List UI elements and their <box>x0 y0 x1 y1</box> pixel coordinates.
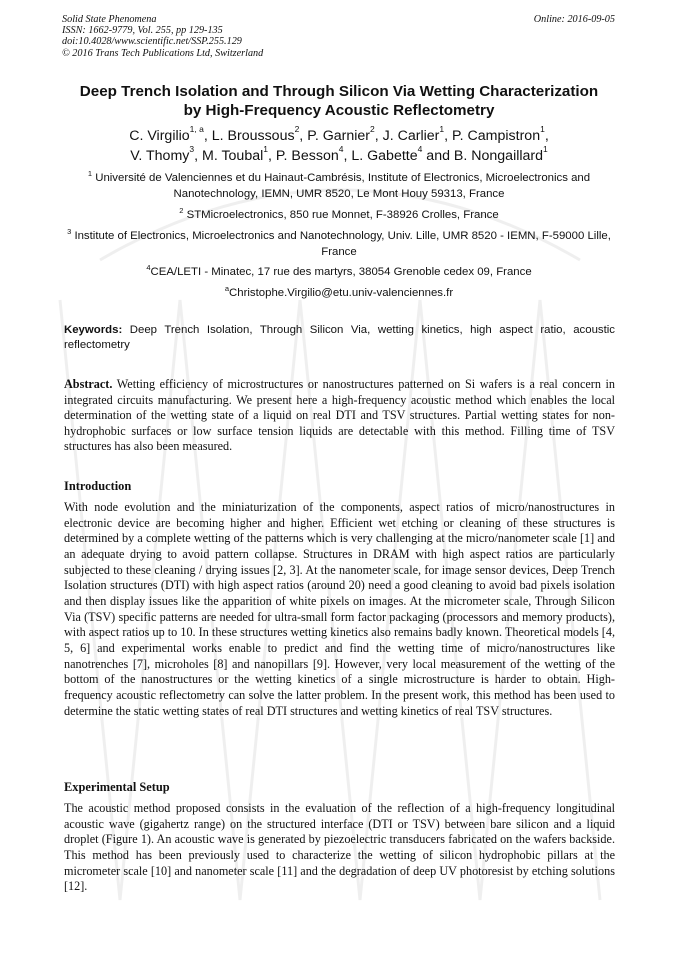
affiliation-text: Université de Valenciennes et du Hainaut-Cambrésis, Institute of Electronics, Microelectronics and Nanotechnology, IEMN, UMR 8520, Le Mont Houy 59313, France <box>95 172 591 200</box>
author-separator: , <box>299 128 308 144</box>
affiliation-mark: 3 <box>67 227 72 237</box>
author-name: P. Garnier <box>307 128 371 144</box>
affiliation-mark: 1 <box>87 169 93 179</box>
experimental-setup-heading: Experimental Setup <box>64 780 170 794</box>
affiliation-text: CEA/LETI - Minatec, 17 rue des martyrs, 38054 Grenoble cedex 09, France <box>150 266 532 278</box>
affiliation-text: STMicroelectronics, 850 rue Monnet, F-38926 Crolles, France <box>186 209 499 221</box>
online-date: Online: 2016-09-05 <box>533 14 615 25</box>
affiliation-text: Institute of Electronics, Microelectronics and Nanotechnology, Univ. Lille, UMR 8520 - IEMN, F-59000 Lille, France <box>74 230 611 258</box>
introduction-heading: Introduction <box>64 479 132 493</box>
author-separator: and <box>422 148 454 164</box>
issn-line: ISSN: 1662-9779, Vol. 255, pp 129-135 <box>62 25 223 37</box>
experimental-setup-paragraph: The acoustic method proposed consists in the evaluation of the reflection of a high-frequency longitudinal acoustic wave (gigahertz range) on the structured interface (DTI or TSV) between bare silicon and a liquid droplet (Figure 1). An acoustic wave is generated by piezoelectric transducers fabricated on the wafers backside. This method has been previously used to characterize the wetting of silicon hydrophobic pillars at the micrometer scale [10] and nanometer scale [11] and the degradation of deep UV photoresist by etching solutions [12]. <box>64 801 615 894</box>
journal-header <box>62 14 263 59</box>
author-affiliation-mark: 3 <box>189 144 195 155</box>
affiliation-2 <box>60 208 618 224</box>
title-line-1: Deep Trench Isolation and Through Silicon Via Wetting Characterization <box>79 83 599 100</box>
doi-line: doi:10.4028/www.scientific.net/SSP.255.129 <box>62 36 242 48</box>
author-separator: , <box>343 148 352 164</box>
author-separator: , <box>544 128 549 144</box>
affiliation-mark: a <box>224 284 230 294</box>
author-affiliation-mark: 1 <box>263 144 268 155</box>
author-name: B. Nongaillard <box>453 148 544 164</box>
affiliation-mark: 4 <box>146 263 151 273</box>
affiliation-4 <box>60 265 618 281</box>
keywords-text: Deep Trench Isolation, Through Silicon Via, wetting kinetics, high aspect ratio, acoustic reflectometry <box>64 324 615 352</box>
author-name: L. Broussous <box>211 128 295 144</box>
author-affiliation-mark: 4 <box>417 144 423 155</box>
introduction-paragraph: With node evolution and the miniaturization of the components, aspect ratios of micro/nanostructures in electronic device are becoming higher and higher. Efficient wet etching or cleaning of these structures is determined by a complete wetting of the patterns which is very challenging at the micro/nanometer scale [1] and an adequate drying to avoid pattern collapse. Structures in DRAM with high aspect ratios are particularly subjected to these cleaning / drying issues [2, 3]. At the nanometer scale, for image sensor devices, Deep Trench Isolation structures (DTI) with high aspect ratios (around 20) need a good cleaning to avoid bad pixels isolation and then display issues like the apparition of white pixels on images. At the micrometer scale, Through Silicon Via (TSV) specific patterns are needed for ultra-small form factor packaging (processors and memory products), with aspect ratios up to 10. In these structures wetting kinetics also remains badly known. Theoretical models [4, 5, 6] and experimental works enable to predict and find the wetting time of micro/nanostructures like nanotrenches [7], microholes [8] and nanopillars [9]. However, very local measurement of the wetting of the bottom of the nanostructures or the wetting kinetics of a single microstructure is harder to obtain. High-frequency acoustic reflectometry can solve the latter problem. In the present work, this method has been used to determine the static wetting states of real DTI structures and wetting kinetics of real TSV structures. <box>64 500 615 718</box>
author-separator: , <box>203 128 212 144</box>
author-affiliation-mark: 1 <box>540 124 545 135</box>
email-text: Christophe.Virgilio@etu.univ-valenciennes.fr <box>229 287 454 299</box>
author-name: L. Gabette <box>351 148 418 164</box>
affiliation-mark: 2 <box>179 206 184 216</box>
author-affiliation-mark: 1, a <box>189 124 204 135</box>
author-separator: , <box>374 128 383 144</box>
author-separator: , <box>444 128 453 144</box>
keywords-label: Keywords: <box>64 324 123 336</box>
author-list <box>60 126 618 166</box>
author-affiliation-mark: 2 <box>370 124 375 135</box>
author-separator: , <box>268 148 276 164</box>
author-separator: , <box>194 148 202 164</box>
author-name: J. Carlier <box>382 128 440 144</box>
title-line-2: by High-Frequency Acoustic Reflectometry <box>183 101 495 119</box>
affiliation-3 <box>60 229 618 260</box>
author-affiliation-mark: 4 <box>338 144 344 155</box>
author-line-2 <box>60 146 618 166</box>
copyright-line: © 2016 Trans Tech Publications Ltd, Switzerland <box>62 47 264 59</box>
affiliation-1 <box>60 171 618 202</box>
author-name: M. Toubal <box>202 148 264 164</box>
journal-name: Solid State Phenomena <box>62 14 157 25</box>
abstract-label: Abstract. <box>64 377 113 391</box>
keywords-section <box>64 323 615 354</box>
author-affiliation-mark: 1 <box>439 124 445 135</box>
author-name: P. Campistron <box>452 128 541 144</box>
author-name: V. Thomy <box>130 148 190 164</box>
author-name: P. Besson <box>275 148 339 164</box>
contact-email <box>60 286 618 302</box>
paper-title <box>60 83 618 120</box>
author-name: C. Virgilio <box>129 128 190 144</box>
abstract-text: Wetting efficiency of microstructures or nanostructures patterned on Si wafers is a real concern in integrated circuits manufacturing. We present here a high-frequency acoustic method which enables the local determination of the wetting state of a liquid on real DTI and TSV structures. Partial wetting states for non-hydrophobic surfaces or low surface tension liquids are detectable with this method. Filling time of TSV structures has also been measured. <box>64 377 615 454</box>
abstract-section <box>64 377 615 455</box>
author-affiliation-mark: 1 <box>543 144 548 155</box>
author-line-1 <box>60 126 618 146</box>
author-affiliation-mark: 2 <box>294 124 300 135</box>
